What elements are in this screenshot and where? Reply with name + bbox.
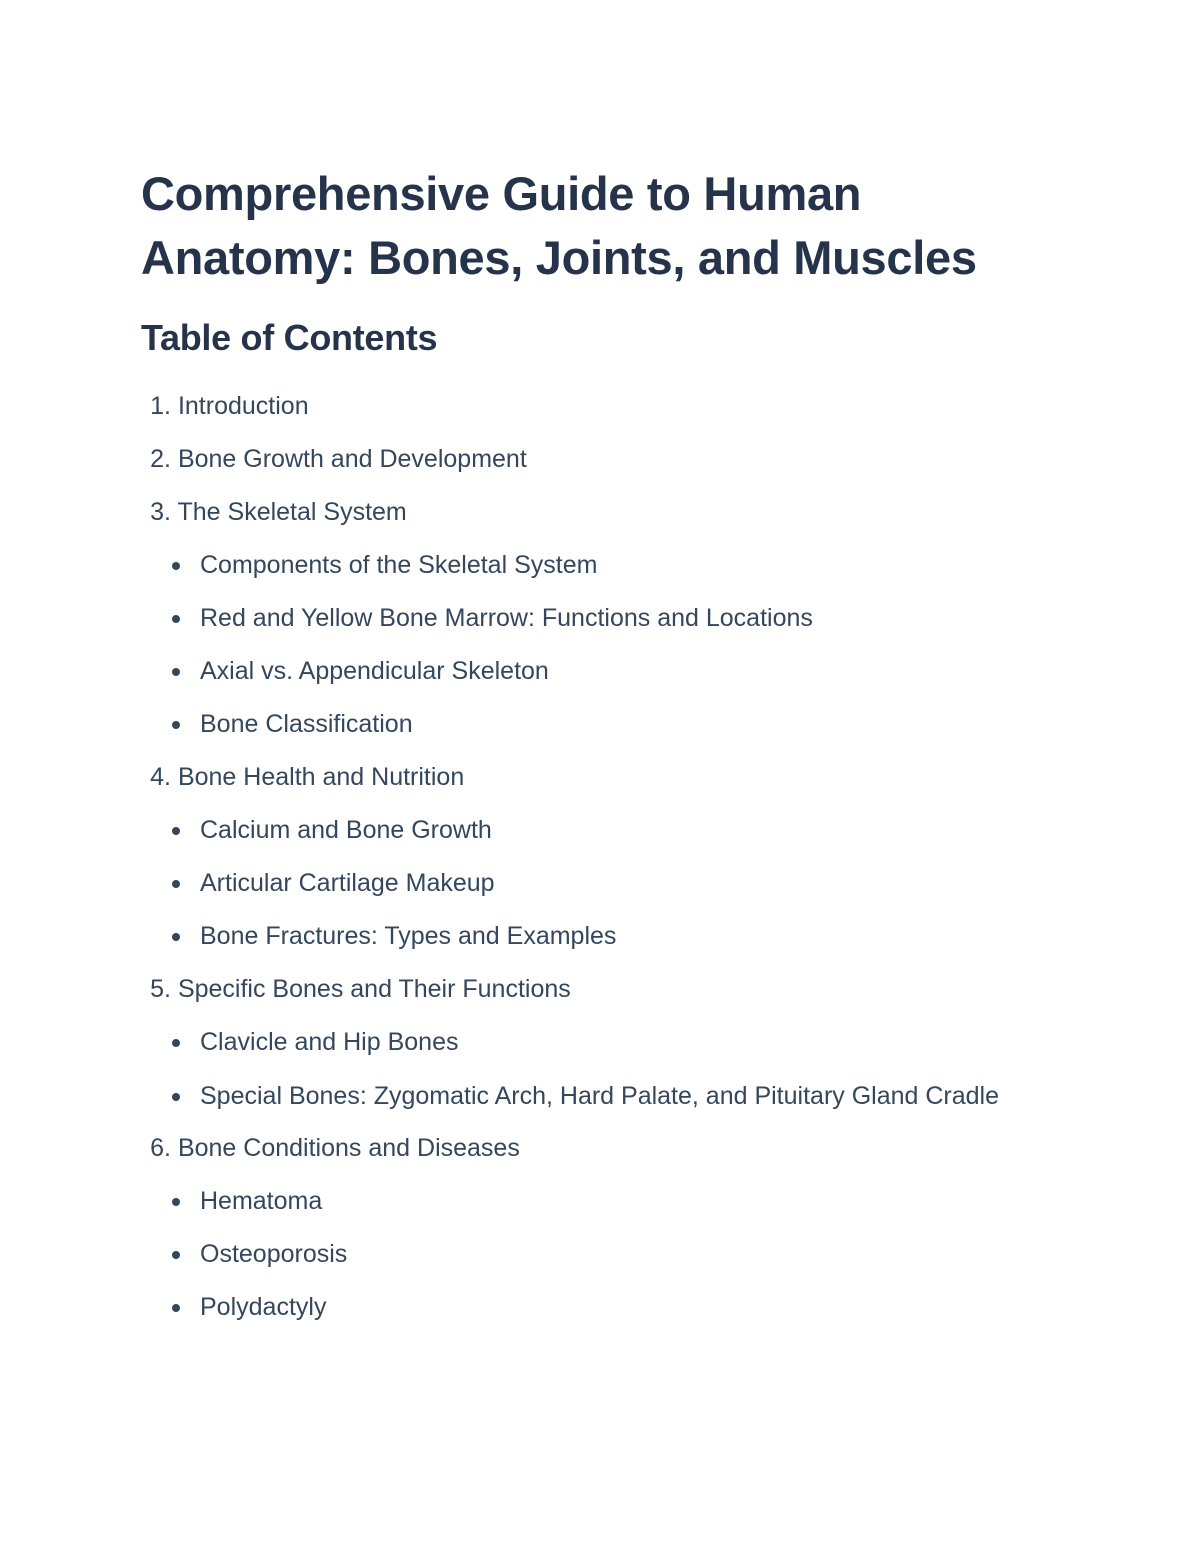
bullet-icon [172, 1039, 180, 1047]
table-of-contents [141, 380, 1021, 1334]
toc-subitem [171, 645, 1021, 698]
toc-sublist [141, 1016, 1021, 1122]
toc-sublist [141, 1175, 1021, 1334]
bullet-icon [172, 880, 180, 888]
toc-subitem-label: Special Bones: Zygomatic Arch, Hard Palate, and Pituitary Gland Cradle [200, 1082, 1000, 1110]
toc-subitem-label: Osteoporosis [200, 1240, 348, 1268]
bullet-icon [172, 1304, 180, 1312]
toc-item-bone-growth [141, 433, 1021, 486]
toc-item-number: 5. [150, 975, 171, 1003]
toc-item-skeletal-system [141, 486, 1021, 751]
toc-item-label: Bone Health and Nutrition [177, 763, 465, 791]
toc-subitem-label: Components of the Skeletal System [200, 551, 598, 579]
toc-item-label: Specific Bones and Their Functions [177, 975, 571, 1003]
toc-subitem [171, 539, 1021, 592]
toc-subitem-label: Bone Classification [200, 710, 413, 738]
toc-subitem-label: Articular Cartilage Makeup [200, 869, 495, 897]
bullet-icon [172, 615, 180, 623]
toc-subitem [171, 1228, 1021, 1281]
bullet-icon [172, 933, 180, 941]
toc-item-introduction [141, 380, 1021, 433]
bullet-icon [172, 1093, 180, 1101]
bullet-icon [172, 668, 180, 676]
document-title: Comprehensive Guide to Human Anatomy: Bones, Joints, and Muscles [141, 167, 977, 284]
toc-subitem [171, 1016, 1021, 1069]
toc-subitem-label: Red and Yellow Bone Marrow: Functions and Locations [200, 604, 813, 632]
toc-item-number: 6. [150, 1134, 171, 1162]
toc-subitem-label: Polydactyly [200, 1293, 327, 1321]
toc-subitem-label: Hematoma [200, 1187, 323, 1215]
toc-item-label: The Skeletal System [177, 498, 407, 526]
toc-subitem [171, 1175, 1021, 1228]
bullet-icon [172, 827, 180, 835]
toc-item-number: 2. [150, 445, 171, 473]
toc-subitem-label: Axial vs. Appendicular Skeleton [200, 657, 549, 685]
toc-item-number: 1. [150, 392, 171, 420]
toc-item-label: Bone Growth and Development [177, 445, 527, 473]
toc-subitem [171, 910, 1021, 963]
toc-subitem-label: Clavicle and Hip Bones [200, 1028, 459, 1056]
toc-subitem [171, 1281, 1021, 1334]
toc-subitem-label: Calcium and Bone Growth [200, 816, 492, 844]
toc-sublist [141, 539, 1021, 751]
bullet-icon [172, 721, 180, 729]
toc-subitem-label: Bone Fractures: Types and Examples [200, 922, 617, 950]
bullet-icon [172, 562, 180, 570]
toc-subitem [171, 857, 1021, 910]
toc-subitem [171, 698, 1021, 751]
toc-sublist [141, 804, 1021, 963]
toc-item-number: 4. [150, 763, 171, 791]
toc-item-label: Bone Conditions and Diseases [177, 1134, 520, 1162]
toc-heading: Table of Contents [141, 317, 438, 358]
bullet-icon [172, 1198, 180, 1206]
bullet-icon [172, 1251, 180, 1259]
toc-subitem [171, 592, 1021, 645]
toc-item-bone-health [141, 751, 1021, 963]
toc-item-specific-bones [141, 963, 1021, 1122]
toc-subitem [171, 804, 1021, 857]
toc-item-label: Introduction [177, 392, 309, 420]
toc-item-number: 3. [150, 498, 171, 526]
toc-subitem [171, 1069, 1000, 1122]
toc-item-bone-conditions [141, 1122, 1021, 1334]
